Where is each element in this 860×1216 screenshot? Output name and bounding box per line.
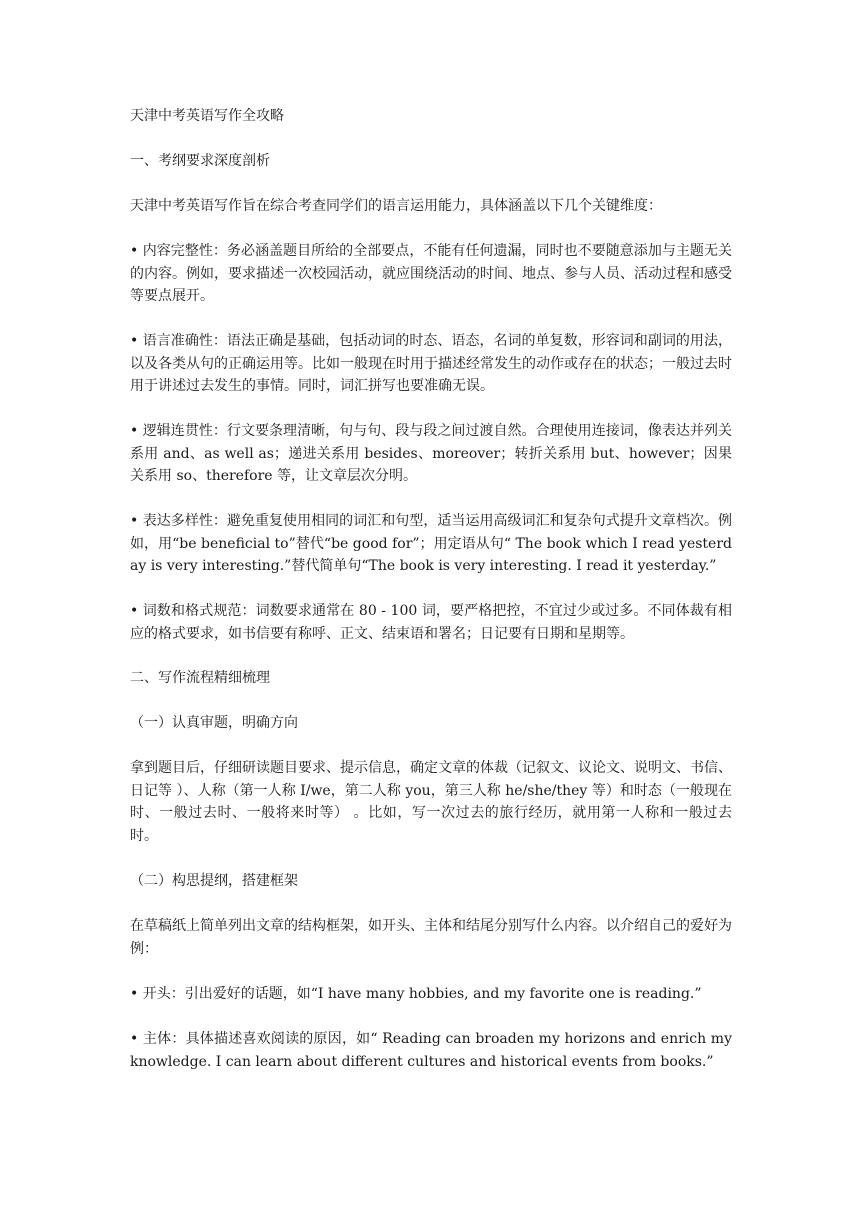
bullet-expression-variety: • 表达多样性：避免重复使用相同的词汇和句型，适当运用高级词汇和复杂句式提升文章档次。例如，用“be beneficial to”替代“be good for”；用定语从句“ The book which I read yesterday is very interesting.”替代简单句“The book is very interesting. I read it yesterday.” xyxy=(130,513,732,574)
bullet-content-completeness: • 内容完整性：务必涵盖题目所给的全部要点，不能有任何遗漏，同时也不要随意添加与主题无关的内容。例如，要求描述一次校园活动，就应围绕活动的时间、地点、参与人员、活动过程和感受等要点展开。 xyxy=(130,243,732,304)
section-intro-paragraph: 天津中考英语写作旨在综合考查同学们的语言运用能力，具体涵盖以下几个关键维度： xyxy=(130,198,662,214)
bullet-logical-coherence: • 逻辑连贯性：行文要条理清晰，句与句、段与段之间过渡自然。合理使用连接词，像表达并列关系用 and、as well as；递进关系用 besides、moreover；转折关系用 but、however；因果关系用 so、therefore 等，让文章层次分明。 xyxy=(130,423,732,484)
bullet-word-count-format: • 词数和格式规范：词数要求通常在 80 - 100 词，要严格把控，不宜过少或过多。不同体裁有相应的格式要求，如书信要有称呼、正文、结束语和署名；日记要有日期和星期等。 xyxy=(130,603,732,642)
section-heading-writing-process: 二、写作流程精细梳理 xyxy=(130,670,270,686)
bullet-language-accuracy: • 语言准确性：语法正确是基础，包括动词的时态、语态，名词的单复数，形容词和副词的用法，以及各类从句的正确运用等。比如一般现在时用于描述经常发生的动作或存在的状态；一般过去时用于讲述过去发生的事情。同时，词汇拼写也要准确无误。 xyxy=(130,333,732,394)
step-heading-read-question: （一）认真审题，明确方向 xyxy=(130,715,298,731)
step-heading-outline: （二）构思提纲，搭建框架 xyxy=(130,873,298,889)
section-heading-syllabus: 一、考纲要求深度剖析 xyxy=(130,153,270,169)
step-body-read-question: 拿到题目后，仔细研读题目要求、提示信息，确定文章的体裁（记叙文、议论文、说明文、书信、日记等 ）、人称（第一人称 I/we，第二人称 you，第三人称 he/she/they 等）和时态（一般现在时、一般过去时、一般将来时等） 。比如，写一次过去的旅行经历，就用第一人称和一般过去时。 xyxy=(130,760,732,844)
step-body-outline: 在草稿纸上简单列出文章的结构框架，如开头、主体和结尾分别写什么内容。以介绍自己的爱好为例： xyxy=(130,918,732,957)
bullet-main-body: • 主体：具体描述喜欢阅读的原因，如“ Reading can broaden my horizons and enrich my knowledge. I can learn about different cultures and historical events from books.” xyxy=(130,1031,732,1070)
bullet-opening: • 开头：引出爱好的话题，如“I have many hobbies, and my favorite one is reading.” xyxy=(130,986,702,1002)
document-title: 天津中考英语写作全攻略 xyxy=(130,108,284,124)
